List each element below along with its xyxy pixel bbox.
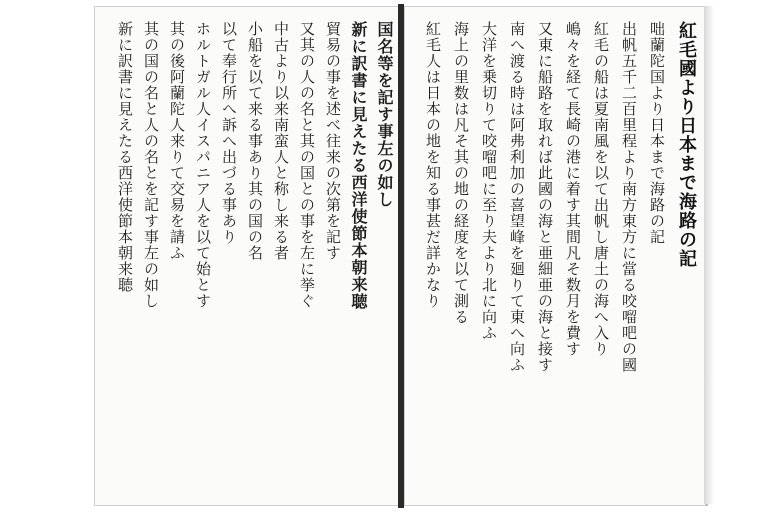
left-page-column: 貿易の事を述べ往来の次第を記す	[324, 21, 342, 261]
right-page-column: 紅毛人は日本の地を知る事甚だ詳かなり	[424, 21, 442, 309]
right-page-column: 紅毛の船は夏南風を以て出帆し唐土の海へ入り	[592, 21, 610, 357]
right-page-column: 大洋を乗切りて咬𠺕吧に至り夫より北に向ふ	[480, 21, 498, 341]
left-page-column: 小船を以て来る事あり其の国の名	[246, 21, 264, 261]
left-page	[94, 6, 402, 506]
left-page-column: ホルトガル人イスパニア人を以て始とす	[194, 21, 212, 309]
right-page-column: 出帆五千二百里程より南方東方に當る咬𠺕吧の國	[620, 21, 638, 373]
right-page-column: 咄蘭陀国より日本まで海路の記	[648, 21, 666, 245]
right-page-column: 南へ渡る時は阿弗利加の喜望峰を廻りて東へ向ふ	[508, 21, 526, 373]
left-page-column: 中古より以来南蛮人と称し来る者	[272, 21, 290, 261]
right-page	[404, 6, 708, 506]
left-page-column: 又其の人の名と其の国との事を左に挙ぐ	[298, 21, 316, 309]
left-page-heading: 新に訳書に見えたる西洋使節本朝来聴	[349, 21, 368, 310]
right-page-column: 海上の里数は凡そ其の地の経度を以て測る	[452, 21, 470, 325]
left-page-column: 新に訳書に見えたる西洋使節本朝来聴	[116, 21, 134, 293]
left-page-column: 其の国の名と人の名とを記す事左の如し	[142, 21, 160, 309]
right-page-title: 紅毛國より日本まで海路の記	[676, 21, 697, 268]
left-page-column: 其の後阿蘭陀人来りて交易を請ふ	[168, 21, 186, 261]
left-page-column: 以て奉行所へ訴へ出づる事あり	[220, 21, 238, 245]
left-page-heading-column: 国名等を記す事左の如し	[375, 21, 394, 208]
page-edge-shadow	[704, 6, 714, 504]
right-page-column: 嶋々を経て長崎の港に着す其間凡そ数月を費す	[564, 21, 582, 357]
right-page-column: 又東に船路を取れば此國の海と亜細亜の海と接す	[536, 21, 554, 373]
